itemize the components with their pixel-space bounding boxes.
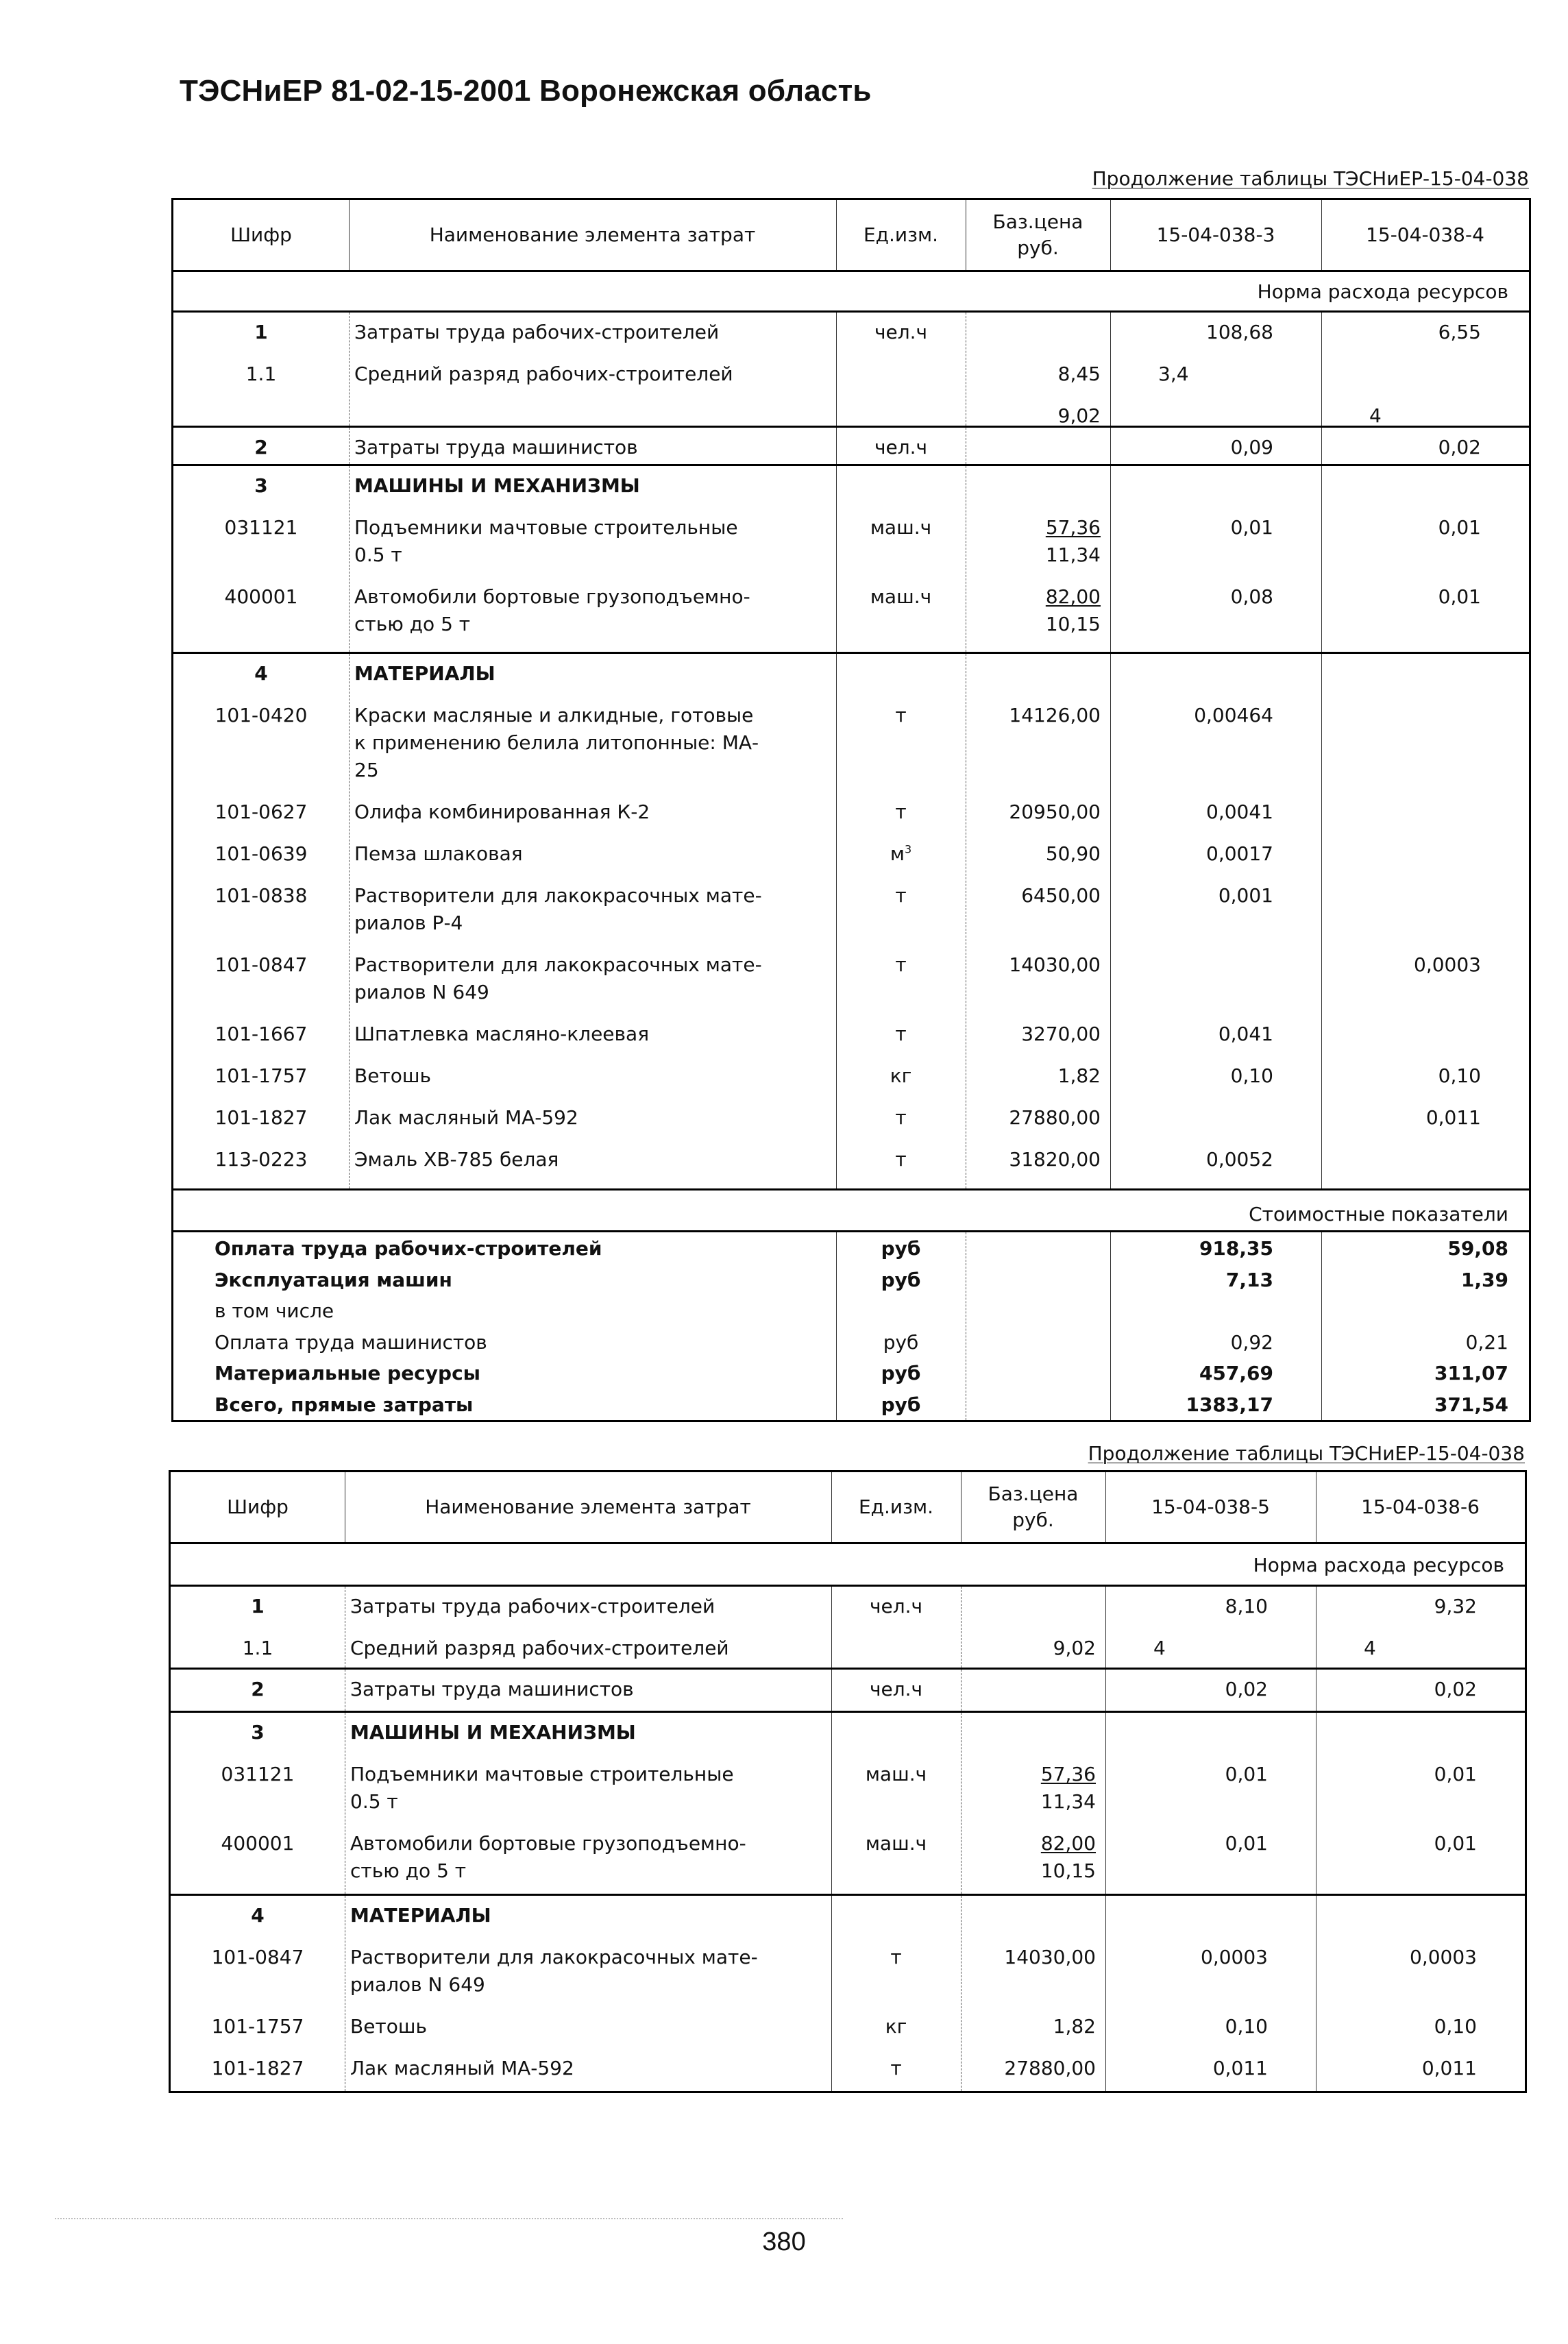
- row-code: 4: [251, 1904, 265, 1927]
- row-unit: кг: [890, 1064, 912, 1087]
- row-code: 1.1: [245, 363, 277, 385]
- row-code: 101-0639: [215, 842, 308, 865]
- row-norm-a: 8,10: [1225, 1595, 1268, 1617]
- row-name: Затраты труда рабочих-строителей: [354, 321, 720, 343]
- table-caption-text: Продолжение таблицы ТЭСНиЕР-15-04-038: [1088, 1442, 1525, 1465]
- table-row: [173, 319, 1529, 346]
- table-row: [173, 361, 1529, 388]
- row-name: стью до 5 т: [354, 613, 471, 635]
- row-base-price: 50,90: [1045, 842, 1101, 865]
- row-norm-b: 0,01: [1434, 1763, 1477, 1785]
- cost-rows-block: [173, 1230, 1529, 1420]
- row-base-price: 82,00: [1045, 585, 1101, 608]
- row-code: 1.1: [242, 1637, 273, 1659]
- row-base-price: 14030,00: [1004, 1946, 1096, 1968]
- row-norm-b: 0,011: [1421, 2057, 1477, 2079]
- row-base-price: 6450,00: [1021, 884, 1101, 907]
- row-name: Автомобили бортовые грузоподъемно-: [354, 585, 750, 608]
- row-code: 4: [254, 662, 268, 685]
- header-line: руб.: [1017, 236, 1059, 259]
- row-unit: т: [895, 1148, 907, 1171]
- row-norm-b: 4: [1364, 1637, 1376, 1659]
- row-norm-b: 0,02: [1434, 1678, 1477, 1700]
- row-unit: т: [895, 1106, 907, 1129]
- cost-label: Оплата труда рабочих-строителей: [215, 1237, 602, 1260]
- header-norm-a: 15-04-038-5: [1151, 1495, 1270, 1518]
- cost-row: [173, 1297, 1529, 1325]
- row-code: 2: [254, 436, 268, 459]
- header-norm-b: 15-04-038-4: [1366, 223, 1484, 246]
- row-unit: маш.ч: [865, 1832, 927, 1855]
- row-unit: чел.ч: [874, 436, 928, 459]
- row-norm-a: 0,08: [1230, 585, 1273, 608]
- row-name: стью до 5 т: [350, 1859, 467, 1882]
- row-name: Краски масляные и алкидные, готовые: [354, 704, 754, 727]
- row-name: Лак масляный МА-592: [354, 1106, 578, 1129]
- table-row: [173, 951, 1529, 1006]
- row-unit: т: [895, 1023, 907, 1045]
- row-base-price: 9,02: [1057, 404, 1101, 427]
- row-norm-b: 0,0003: [1414, 953, 1481, 976]
- row-code: 1: [251, 1595, 265, 1617]
- cost-label: в том числе: [215, 1299, 334, 1322]
- table-header-row: [173, 200, 1529, 270]
- row-base-price: 31820,00: [1009, 1148, 1101, 1171]
- table-caption: [1092, 167, 1529, 190]
- row-norm-b: 0,01: [1434, 1832, 1477, 1855]
- table-row: [171, 1902, 1525, 1929]
- row-unit: чел.ч: [869, 1595, 923, 1617]
- row-base-price: 10,15: [1040, 1859, 1096, 1882]
- column-divider: [836, 200, 837, 270]
- header-norm-a: 15-04-038-3: [1156, 223, 1275, 246]
- row-group: [171, 1894, 1525, 2091]
- row-name: Эмаль ХВ-785 белая: [354, 1148, 559, 1171]
- table-header-row: [171, 1472, 1525, 1542]
- table-row: [171, 1635, 1525, 1662]
- row-norm-b: 9,32: [1434, 1595, 1477, 1617]
- row-norm-a: 0,10: [1225, 2015, 1268, 2038]
- superscript: 3: [904, 842, 912, 856]
- header-line: Баз.цена: [992, 210, 1083, 233]
- row-base-price: 20950,00: [1009, 801, 1101, 823]
- section-label: Норма расхода ресурсов: [1257, 280, 1508, 303]
- row-norm-a: 0,001: [1218, 884, 1273, 907]
- column-divider: [831, 1472, 832, 1542]
- cost-value-a: 1383,17: [1186, 1393, 1273, 1416]
- row-unit: чел.ч: [869, 1678, 923, 1700]
- row-code: 101-1827: [215, 1106, 308, 1129]
- row-name: Растворители для лакокрасочных мате-: [354, 884, 762, 907]
- cost-value-a: 457,69: [1199, 1362, 1273, 1384]
- cost-row: [173, 1329, 1529, 1356]
- table-row: [173, 434, 1529, 461]
- row-base-price: 14030,00: [1009, 953, 1101, 976]
- row-unit: $м^3$: [890, 842, 912, 865]
- resource-table-1: [171, 198, 1531, 1422]
- row-group: [171, 1668, 1525, 1711]
- row-code: 101-0420: [215, 704, 308, 727]
- table-row: [173, 882, 1529, 937]
- row-name: Пемза шлаковая: [354, 842, 523, 865]
- column-divider: [1110, 200, 1111, 270]
- header-line: руб.: [1012, 1509, 1054, 1531]
- document-title: ТЭСНиЕР 81-02-15-2001 Воронежская область: [180, 74, 872, 108]
- cost-section-label-row: [173, 1188, 1529, 1230]
- table-row: [171, 1761, 1525, 1816]
- cost-value-a: 0,92: [1230, 1330, 1273, 1354]
- row-base-price: 8,45: [1057, 363, 1101, 385]
- header-code: Шифр: [230, 223, 292, 246]
- row-base-price: 11,34: [1040, 1790, 1096, 1813]
- column-divider: [1321, 200, 1322, 270]
- row-code: 031121: [221, 1763, 295, 1785]
- column-divider: [349, 200, 350, 270]
- row-name: 0.5 т: [350, 1790, 398, 1813]
- row-norm-b: 0,01: [1438, 585, 1481, 608]
- row-norm-b: 0,10: [1434, 2015, 1477, 2038]
- row-name: к применению белила литопонные: МА-: [354, 731, 759, 754]
- row-norm-a: 0,0017: [1206, 842, 1273, 865]
- cost-label: Материальные ресурсы: [215, 1362, 480, 1384]
- table-caption-text: Продолжение таблицы ТЭСНиЕР-15-04-038: [1092, 167, 1529, 190]
- row-code: 3: [251, 1721, 265, 1744]
- row-norm-a: 4: [1153, 1637, 1166, 1659]
- header-unit: Ед.изм.: [863, 223, 939, 246]
- row-name: Автомобили бортовые грузоподъемно-: [350, 1832, 746, 1855]
- row-code: 101-0847: [211, 1946, 304, 1968]
- row-name: Подъемники мачтовые строительные: [354, 516, 738, 539]
- cost-row: [173, 1360, 1529, 1387]
- cost-value-b: 371,54: [1434, 1393, 1508, 1416]
- cost-value-b: 311,07: [1434, 1362, 1508, 1384]
- row-unit: т: [895, 884, 907, 907]
- cost-label: Всего, прямые затраты: [215, 1393, 474, 1416]
- header-unit: Ед.изм.: [858, 1495, 934, 1518]
- row-norm-a: 0,10: [1230, 1064, 1273, 1087]
- row-base-price: 82,00: [1040, 1832, 1096, 1855]
- row-name: Ветошь: [350, 2015, 427, 2038]
- header-norm-b: 15-04-038-6: [1361, 1495, 1480, 1518]
- row-code: 101-1757: [211, 2015, 304, 2038]
- resource-table-2: [169, 1470, 1527, 2093]
- row-name: 25: [354, 759, 379, 781]
- header-name: Наименование элемента затрат: [429, 223, 756, 246]
- column-divider: [1105, 1472, 1106, 1542]
- page-number: 380: [762, 2227, 806, 2256]
- table-row: [173, 583, 1529, 638]
- cost-value-b: 1,39: [1460, 1268, 1508, 1291]
- row-norm-b: 4: [1369, 404, 1382, 427]
- row-norm-a: 0,01: [1225, 1763, 1268, 1785]
- row-norm-b: 0,02: [1438, 436, 1481, 459]
- table-row: [173, 840, 1529, 868]
- row-norm-b: 0,011: [1425, 1106, 1481, 1129]
- row-code: 101-1827: [211, 2057, 304, 2079]
- row-name: Затраты труда рабочих-строителей: [350, 1595, 715, 1617]
- table-row: [173, 472, 1529, 500]
- row-norm-a: 0,0052: [1206, 1148, 1273, 1171]
- table-row: [173, 1104, 1529, 1132]
- row-name: МАШИНЫ И МЕХАНИЗМЫ: [354, 474, 640, 497]
- row-code: 101-1667: [215, 1023, 308, 1045]
- row-base-price: 57,36: [1040, 1763, 1096, 1785]
- row-norm-a: 0,00464: [1194, 704, 1273, 727]
- row-norm-a: 0,041: [1218, 1023, 1273, 1045]
- row-name: Средний разряд рабочих-строителей: [354, 363, 733, 385]
- row-unit: т: [895, 704, 907, 727]
- row-name: Ветошь: [354, 1064, 431, 1087]
- table-row: [173, 702, 1529, 784]
- row-unit: чел.ч: [874, 321, 928, 343]
- cost-unit: руб: [881, 1393, 921, 1416]
- cost-row: [173, 1267, 1529, 1294]
- table-row: [173, 1021, 1529, 1048]
- row-group: [171, 1585, 1525, 1668]
- row-base-price: 9,02: [1053, 1637, 1096, 1659]
- section-label-row: [171, 1542, 1525, 1585]
- row-group: [173, 652, 1529, 1188]
- row-norm-a: 108,68: [1206, 321, 1273, 343]
- table-row: [171, 1944, 1525, 1999]
- row-norm-a: 0,09: [1230, 436, 1273, 459]
- row-name: риалов N 649: [350, 1973, 485, 1996]
- row-code: 113-0223: [215, 1148, 308, 1171]
- cost-row: [173, 1235, 1529, 1262]
- row-norm-a: 0,01: [1230, 516, 1273, 539]
- row-base-price: 27880,00: [1004, 2057, 1096, 2079]
- cost-label: Эксплуатация машин: [215, 1268, 452, 1291]
- cost-value-a: 918,35: [1199, 1237, 1273, 1260]
- section-label-row: [173, 270, 1529, 310]
- row-group: [171, 1711, 1525, 1894]
- row-name: Затраты труда машинистов: [350, 1678, 634, 1700]
- row-name: МАТЕРИАЛЫ: [354, 662, 495, 685]
- row-unit: маш.ч: [865, 1763, 927, 1785]
- table-row: [173, 514, 1529, 569]
- row-norm-b: 0,01: [1438, 516, 1481, 539]
- cost-section-label: Стоимостные показатели: [1249, 1202, 1508, 1225]
- row-code: 2: [251, 1678, 265, 1700]
- row-code: 400001: [224, 585, 298, 608]
- cost-unit: руб: [881, 1362, 921, 1384]
- row-norm-b: 0,10: [1438, 1064, 1481, 1087]
- row-norm-a: 0,02: [1225, 1678, 1268, 1700]
- table-row: [173, 798, 1529, 826]
- row-group: [173, 464, 1529, 652]
- row-name: Средний разряд рабочих-строителей: [350, 1637, 729, 1659]
- row-name: риалов N 649: [354, 981, 489, 1003]
- row-code: 3: [254, 474, 268, 497]
- row-unit: маш.ч: [870, 516, 932, 539]
- row-code: 101-0838: [215, 884, 308, 907]
- row-unit: т: [895, 953, 907, 976]
- row-name: Затраты труда машинистов: [354, 436, 638, 459]
- cost-unit: руб: [881, 1268, 921, 1291]
- cost-value-a: 7,13: [1225, 1268, 1273, 1291]
- cost-value-b: 59,08: [1447, 1237, 1508, 1260]
- row-group: [173, 426, 1529, 464]
- section-label: Норма расхода ресурсов: [1253, 1554, 1504, 1576]
- header-base-price: [966, 200, 1110, 270]
- row-base-price: 27880,00: [1009, 1106, 1101, 1129]
- row-code: 1: [254, 321, 268, 343]
- table-row: [171, 2013, 1525, 2040]
- row-norm-b: 6,55: [1438, 321, 1481, 343]
- row-base-price: 3270,00: [1021, 1023, 1101, 1045]
- scan-artifact-line: [55, 2218, 843, 2219]
- table-row: [171, 1830, 1525, 1885]
- row-unit: т: [895, 801, 907, 823]
- table-caption: [1088, 1442, 1525, 1465]
- row-unit: кг: [885, 2015, 907, 2038]
- header-code: Шифр: [227, 1495, 289, 1518]
- cost-unit: руб: [881, 1237, 921, 1260]
- row-base-price: 1,82: [1057, 1064, 1101, 1087]
- row-name: МАШИНЫ И МЕХАНИЗМЫ: [350, 1721, 636, 1744]
- header-line: Баз.цена: [988, 1482, 1079, 1505]
- cost-label: Оплата труда машинистов: [215, 1330, 487, 1354]
- row-unit: т: [890, 2057, 902, 2079]
- row-norm-a: 3,4: [1158, 363, 1189, 385]
- row-name: 0.5 т: [354, 544, 402, 566]
- row-code: 101-0627: [215, 801, 308, 823]
- row-unit: маш.ч: [870, 585, 932, 608]
- header-base-price: [961, 1472, 1105, 1542]
- row-name: Растворители для лакокрасочных мате-: [354, 953, 762, 976]
- row-unit: т: [890, 1946, 902, 1968]
- row-name: Олифа комбинированная К-2: [354, 801, 650, 823]
- row-code: 101-1757: [215, 1064, 308, 1087]
- cost-value-b: 0,21: [1465, 1330, 1508, 1354]
- row-name: Растворители для лакокрасочных мате-: [350, 1946, 758, 1968]
- row-norm-a: 0,0041: [1206, 801, 1273, 823]
- table-row: [171, 2055, 1525, 2082]
- row-name: Подъемники мачтовые строительные: [350, 1763, 734, 1785]
- row-group: [173, 310, 1529, 426]
- table-row: [171, 1719, 1525, 1746]
- cost-unit: руб: [883, 1330, 919, 1354]
- table-row: [173, 660, 1529, 687]
- row-norm-a: 0,011: [1212, 2057, 1268, 2079]
- row-code: 031121: [224, 516, 298, 539]
- row-code: 101-0847: [215, 953, 308, 976]
- row-base-price: 10,15: [1045, 613, 1101, 635]
- cost-row: [173, 1391, 1529, 1419]
- table-row: [171, 1676, 1525, 1703]
- row-base-price: 14126,00: [1009, 704, 1101, 727]
- header-name: Наименование элемента затрат: [425, 1495, 751, 1518]
- row-base-price: 57,36: [1045, 516, 1101, 539]
- row-base-price: 11,34: [1045, 544, 1101, 566]
- row-base-price: 1,82: [1053, 2015, 1096, 2038]
- table-row: [173, 1062, 1529, 1090]
- row-name: Шпатлевка масляно-клеевая: [354, 1023, 650, 1045]
- row-name: риалов Р-4: [354, 912, 463, 934]
- row-norm-a: 0,0003: [1201, 1946, 1268, 1968]
- row-name: Лак масляный МА-592: [350, 2057, 574, 2079]
- table-row: [171, 1593, 1525, 1620]
- table-row: [173, 1146, 1529, 1173]
- row-code: 400001: [221, 1832, 295, 1855]
- row-norm-a: 0,01: [1225, 1832, 1268, 1855]
- row-norm-b: 0,0003: [1410, 1946, 1477, 1968]
- row-name: МАТЕРИАЛЫ: [350, 1904, 491, 1927]
